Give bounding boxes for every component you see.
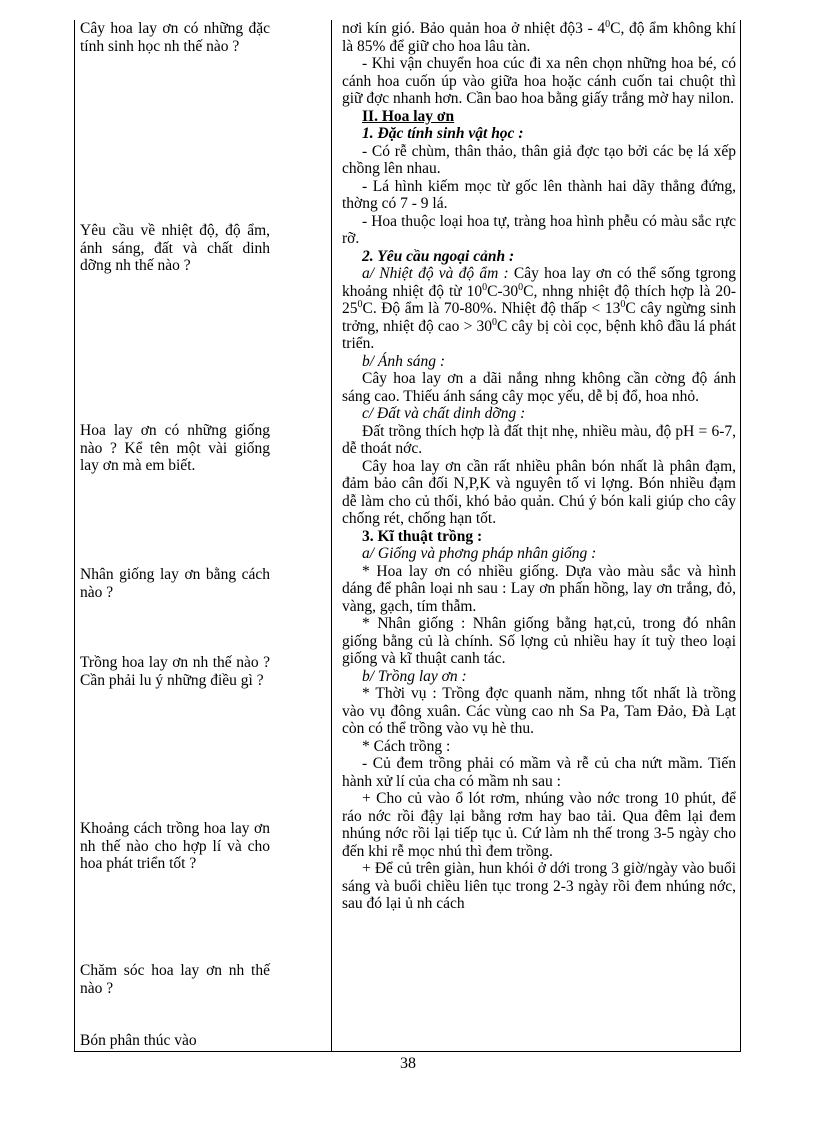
paragraph: - Khi vận chuyển hoa cúc đi xa nên chọn những hoa bé, có cánh hoa cuốn úp vào giữa hoa hoặc cánh cuốn tai chuột thì giữ đợc nhanh hơn. Cần bao hoa bằng giấy trắng mờ hay nilon. [342, 55, 736, 107]
section-title: II. Hoa lay ơn [362, 107, 455, 125]
question-8: Bón phân thúc vào [80, 1032, 197, 1049]
table-border-left [74, 20, 75, 1052]
subsection-title: 3. Kĩ thuật trồng : [362, 527, 483, 545]
sub-label: c/ Đất và chất dinh dỡng : [362, 405, 526, 422]
paragraph: a/ Nhiệt độ và độ ẩm : Cây hoa lay ơn có thể sống tgrong khoảng nhiệt độ từ $10^0C-30^0C$, nhng nhiệt độ thích hợp là $20-25^0C$. Độ ẩm là 70-80%. Nhiệt độ thấp < $13^0C$ cây ngừng sinh trởng, nhiệt độ cao > $30^0C$ cây bị còi cọc, bệnh khô đầu lá phát triển. [342, 265, 737, 352]
sub-label: a/ Giống và phơng pháp nhân giống : [362, 545, 597, 562]
question-7: Chăm sóc hoa lay ơn nh thế nào ? [80, 962, 270, 997]
page-number: 38 [400, 1055, 416, 1072]
question-3: Hoa lay ơn có những giống nào ? Kể tên một vài giống lay ơn mà em biết. [80, 422, 270, 474]
answers-column [342, 20, 736, 913]
question-1: Cây hoa lay ơn có những đặc tính sinh học nh thế nào ? [80, 20, 270, 55]
table-border-bottom [74, 1051, 741, 1052]
paragraph: * Hoa lay ơn có nhiều giống. Dựa vào màu sắc và hình dáng để phân loại nh sau : Lay ơn phấn hồng, lay ơn trắng, đỏ, vàng, gạch, tím thẫm. [342, 562, 736, 615]
question-5: Trồng hoa lay ơn nh thế nào ? Cần phải lu ý những điều gì ? [80, 654, 270, 689]
paragraph: - Củ đem trồng phải có mầm và rễ củ cha nứt mầm. Tiến hành xử lí của cha có mầm nh sau : [342, 755, 736, 790]
subsection-title: 1. Đặc tính sinh vật học : [362, 125, 524, 142]
paragraph: Cây hoa lay ơn a dãi nắng nhng không cần cờng độ ánh sáng cao. Thiếu ánh sáng cây mọc yếu, dễ bị đổ, hoa nhỏ. [342, 370, 736, 405]
paragraph: - Lá hình kiếm mọc từ gốc lên thành hai dãy thẳng đứng, thờng có 7 - 9 lá. [342, 177, 736, 212]
sub-label: b/ Trồng lay ơn : [362, 667, 467, 685]
question-4: Nhân giống lay ơn bằng cách nào ? [80, 566, 270, 601]
question-6: Khoảng cách trồng hoa lay ơn nh thế nào cho hợp lí và cho hoa phát triển tốt ? [80, 820, 270, 872]
paragraph: - Có rễ chùm, thân thảo, thân giả đợc tạo bởi các bẹ lá xếp chồng lên nhau. [342, 142, 736, 177]
paragraph: - Hoa thuộc loại hoa tự, tràng hoa hình phễu có màu sắc rực rỡ. [342, 212, 736, 247]
paragraph: * Cách trồng : [362, 737, 451, 755]
table-column-divider [331, 20, 332, 1052]
paragraph: * Thời vụ : Trồng đợc quanh năm, nhng tốt nhất là trồng vào vụ đông xuân. Các vùng cao nh Sa Pa, Tam Đảo, Đà Lạt còn có thể trồng vào vụ hè thu. [342, 685, 736, 737]
paragraph: nơi kín gió. Bảo quản hoa ở nhiệt độ3 - $4^0C$, độ ẩm không khí là 85% để giữ cho hoa lâu tàn. [342, 19, 736, 55]
paragraph: * Nhân giống : Nhân giống bằng hạt,củ, trong đó nhân giống bằng củ là chính. Số lợng củ nhiều hay ít tuỳ theo loại giống và kĩ thuật canh tác. [342, 615, 736, 667]
paragraph: Cây hoa lay ơn cần rất nhiều phân bón nhất là phân đạm, đảm bảo cân đối N,P,K và nguyên tố vi lợng. Bón nhiều đạm dễ làm cho củ thối, khó bảo quản. Chú ý bón kali giúp cho cây chống rét, chống hạn tốt. [342, 457, 736, 527]
paragraph: + Cho củ vào ổ lót rơm, nhúng vào nớc trong 10 phút, để ráo nớc rồi đậy lại bằng rơm hay bao tải. Qua đêm lại đem nhúng nớc rồi lại tiếp tục ủ. Cứ làm nh thế trong 3-5 ngày cho đến khi rễ mọc nhú thì đem trồng. [342, 790, 736, 860]
sub-label: b/ Ánh sáng : [362, 352, 446, 370]
subsection-title: 2. Yêu cầu ngoại cảnh : [362, 247, 515, 265]
paragraph: Đất trồng thích hợp là đất thịt nhẹ, nhiều màu, độ pH = 6-7, dễ thoát nớc. [342, 422, 736, 457]
paragraph: + Để củ trên giàn, hun khói ở dới trong 3 giờ/ngày vào buổi sáng và buổi chiều liên tục trong 2-3 ngày rồi đem nhúng nớc, sau đó lại ủ nh cách [342, 860, 736, 912]
table-border-right [740, 20, 741, 1052]
question-2: Yêu cầu về nhiệt độ, độ ẩm, ánh sáng, đất và chất dinh dỡng nh thế nào ? [80, 222, 270, 274]
